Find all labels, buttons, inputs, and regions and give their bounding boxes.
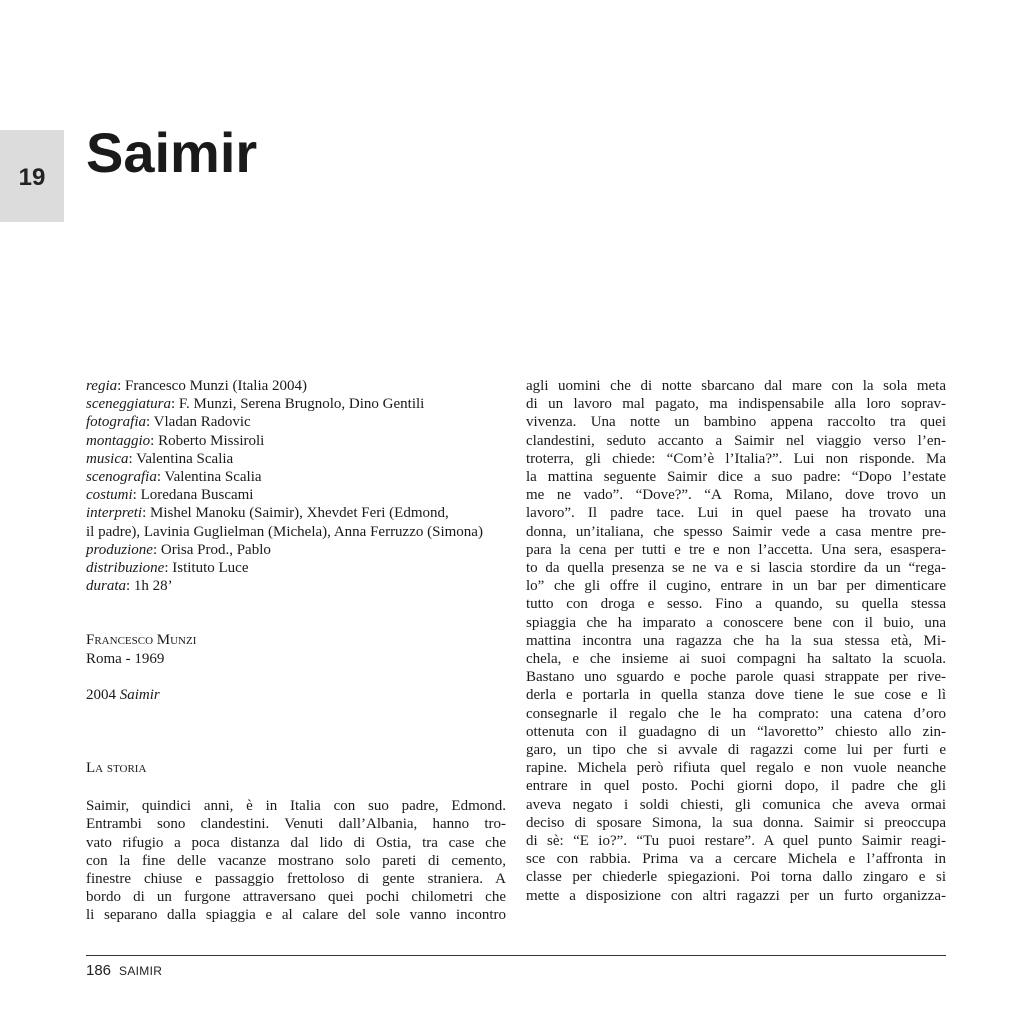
story-line: deciso di sposare Simona, la sua donna. Saimir si preoccupa xyxy=(526,814,946,831)
credit-value: : F. Munzi, Serena Brugnolo, Dino Gentili xyxy=(170,396,425,413)
story-line: donna, un’italiana, che spesso Saimir vede a casa mentre pre- xyxy=(526,523,946,540)
credit-line xyxy=(86,486,506,504)
director-filmography xyxy=(86,686,506,704)
page-footer xyxy=(86,962,162,980)
credit-value: : Roberto Missiroli xyxy=(150,432,265,449)
credit-value: : Orisa Prod., Pablo xyxy=(152,541,271,558)
story-line: aveva negato i soldi chiesti, gli comunica che aveva ormai xyxy=(526,796,946,813)
chapter-number: 19 xyxy=(18,164,46,191)
story-line: sce con rabbia. Prima va a cercare Michela e l’affronta in xyxy=(526,851,946,868)
credit-label: distribuzione xyxy=(86,560,165,577)
story-line: garo, un tipo che si avvale di ragazzi come lui per furti e xyxy=(526,742,946,759)
credit-value: : Mishel Manoku (Saimir), Xhevdet Feri (Edmond, xyxy=(142,505,449,522)
story-line: derla e portarla in quella stanza dove tiene le sue cose e lì xyxy=(526,687,946,704)
credit-label: interpreti xyxy=(86,505,143,522)
story-line: ottenuta con il guadagno di un “lavoretto” chiesto allo zin- xyxy=(526,723,946,740)
story-line: di un lavoro mal pagato, ma indispensabile alla loro soprav- xyxy=(526,396,946,413)
credit-label: regia xyxy=(86,378,118,394)
story-line: vato rifugio a poca distanza dal lido di Ostia, tra case che xyxy=(86,834,506,851)
story-line: to da quella presenza se ne va e si lascia stordire da un “rega- xyxy=(526,560,946,577)
story-line: li separano dalla spiaggia e al calare del sole vanno incontro xyxy=(86,907,506,924)
director-name: Francesco Munzi xyxy=(86,632,197,649)
credit-value: : 1h 28’ xyxy=(126,578,173,595)
page-number: 186 xyxy=(86,962,112,979)
story-heading: La storia xyxy=(86,760,147,777)
story-text-left xyxy=(86,797,506,924)
chapter-number-tab xyxy=(0,130,64,222)
story-line: para la cena per tutti e tre e non l’accetta. Una sera, esaspera- xyxy=(526,541,946,558)
page-title: Saimir xyxy=(86,121,258,184)
story-line: lavoro”. Il padre tace. Lui in quel paese ha trovato una xyxy=(526,505,946,522)
credit-label: fotografia xyxy=(86,414,147,431)
credit-value: : Valentina Scalia xyxy=(156,469,262,486)
director-block xyxy=(86,631,506,704)
film-credits xyxy=(86,377,506,595)
credit-line xyxy=(86,432,506,450)
credit-line xyxy=(86,577,506,595)
story-line: Entrambi sono clandestini. Venuti dall’Albania, hanno tro- xyxy=(86,816,506,833)
story-line: Saimir, quindici anni, è in Italia con suo padre, Edmond. xyxy=(86,798,506,815)
credit-value: : Vladan Radovic xyxy=(146,414,251,431)
story-line: spiaggia che ha imparato a conoscere bene con il buio, una xyxy=(526,614,946,631)
credit-label: costumi xyxy=(86,487,133,504)
credit-label: sceneggiatura xyxy=(86,396,171,413)
credit-line xyxy=(86,523,506,541)
credit-line xyxy=(86,541,506,559)
story-line: entrare in quel posto. Pochi giorni dopo, il padre che gli xyxy=(526,778,946,795)
credit-line xyxy=(86,450,506,468)
story-line: classe per chiederle spiegazioni. Poi torna dallo zingaro e si xyxy=(526,869,946,886)
story-text-right xyxy=(526,377,946,905)
credit-value: : Valentina Scalia xyxy=(128,450,234,467)
right-column xyxy=(526,377,946,905)
story-line: consegnarle il regalo che le ha comprato: una catena d’oro xyxy=(526,705,946,722)
credit-value: : Istituto Luce xyxy=(164,560,249,577)
credit-label: montaggio xyxy=(86,432,151,449)
credit-line xyxy=(86,504,506,522)
story-line: Bastano uno sguardo e poche parole quasi strappate per rive- xyxy=(526,669,946,686)
director-birth: Roma - 1969 xyxy=(86,650,165,667)
running-title: SAIMIR xyxy=(119,964,163,978)
credit-value: il padre), Lavinia Guglielman (Michela), Anna Ferruzzo (Simona) xyxy=(86,523,483,540)
story-line: finestre chiuse e passaggio frettoloso di gente straniera. A xyxy=(86,871,506,888)
story-line: troterra, gli chiede: “Com’è l’Italia?”. Lui non risponde. Ma xyxy=(526,450,946,467)
story-line: mattina incontra una ragazza che ha la sua stessa età, Mi- xyxy=(526,632,946,649)
story-line: bordo di un furgone attraversano quei pochi chilometri che xyxy=(86,889,506,906)
credit-line xyxy=(86,395,506,413)
story-line: chela, e che insieme ai suoi compagni ha saltato la scuola. xyxy=(526,651,946,668)
story-line: clandestini, seduto accanto a Saimir nel viaggio verso l’en- xyxy=(526,432,946,449)
story-line: di sè: “E io?”. “Tu puoi restare”. A quel punto Saimir reagi- xyxy=(526,833,946,850)
story-line: con la fine delle vacanze mostrano solo pareti di cemento, xyxy=(86,852,506,869)
credit-label: scenografia xyxy=(86,469,157,486)
left-column xyxy=(86,377,506,925)
credit-line xyxy=(86,413,506,431)
credit-line xyxy=(86,559,506,577)
credit-line xyxy=(86,468,506,486)
story-line: agli uomini che di notte sbarcano dal mare con la sola meta xyxy=(526,378,946,394)
footer-divider xyxy=(86,955,946,956)
story-line: mette a disposizione con altri ragazzi per un furto organizza- xyxy=(526,887,946,904)
story-line: la mattina seguente Saimir dice a suo padre: “Dopo l’estate xyxy=(526,469,946,486)
story-line: me ne vado”. “Dove?”. “A Roma, Milano, dove trovo un xyxy=(526,487,946,504)
filmography-year: 2004 xyxy=(86,686,120,703)
credit-label: durata xyxy=(86,578,127,595)
credit-value: : Francesco Munzi (Italia 2004) xyxy=(117,378,308,394)
credit-value: : Loredana Buscami xyxy=(132,487,254,504)
credit-line xyxy=(86,377,506,395)
credit-label: produzione xyxy=(86,541,153,558)
story-line: tutto con droga e sesso. Fino a quando, su quella stessa xyxy=(526,596,946,613)
filmography-title: Saimir xyxy=(119,686,160,703)
story-line: vivenza. Una notte un bambino appena raccolto tra quei xyxy=(526,414,946,431)
story-line: rapine. Michela però rifiuta quel regalo e non vuole neanche xyxy=(526,760,946,777)
story-line: lo” che gli offre il cugino, entrare in un bar per dimenticare xyxy=(526,578,946,595)
credit-label: musica xyxy=(86,450,129,467)
